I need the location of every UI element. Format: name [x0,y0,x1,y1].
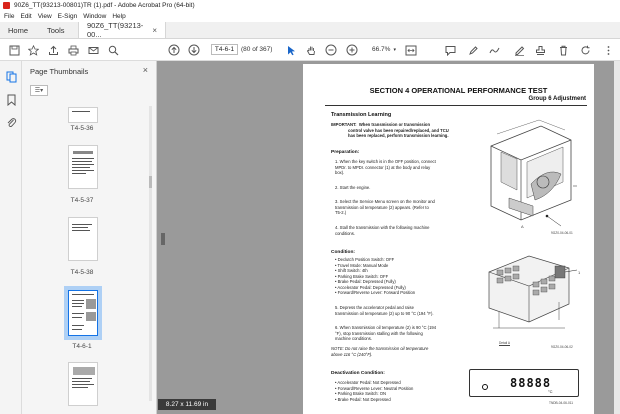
thumbnail-label: T4-5-36 [70,125,94,132]
tab-home[interactable]: Home [8,25,29,35]
document-view[interactable] [157,61,620,414]
temperature-gauge-icon [482,384,488,390]
prep-step-3: 3. Select the Service Menu screen on the monitor and transmission oil temperature (2) appears. (Refer to T5-2.) [335,199,435,215]
fill-sign-icon[interactable] [512,43,526,57]
temperature-note: NOTE: Do not raise the transmission oil temperature above 116 °C (240°F). [331,346,429,357]
navigation-rail [0,61,22,414]
page-thumbnails-panel [22,61,157,414]
zoom-level-value: 66.7% [372,46,391,53]
important-line: When transmission or transmission [358,122,431,127]
menu-edit[interactable]: Edit [20,13,32,20]
star-icon[interactable] [26,43,40,57]
transmission-learning-heading: Transmission Learning [331,112,392,118]
menu-help[interactable]: Help [112,13,126,20]
collapse-panel-handle[interactable] [161,233,165,245]
figure-3-caption: TNDB-04-06-011 [549,401,574,405]
page-fit-icon[interactable] [404,43,418,57]
more-tools-icon[interactable] [601,43,615,57]
close-panel-icon[interactable]: × [142,65,148,75]
important-line: has been replaced, perform transmission learning. [348,133,449,138]
attachment-icon[interactable] [4,116,18,130]
draw-icon[interactable] [487,43,501,57]
thumbnail-page-T4-5-36[interactable] [68,107,98,123]
section-title: SECTION 4 OPERATIONAL PERFORMANCE TEST [369,86,548,95]
pdf-page [303,64,594,414]
thumbnail-page-T4-5-38[interactable] [68,217,98,261]
thumbnail-options-menu[interactable]: ☰▾ [30,85,48,96]
search-icon[interactable] [106,43,120,57]
condition-list: • Declutch Position Switch: OFF • Travel Mode: Manual Mode • Shift Switch: 4th • Parking Brake Switch: OFF • Brake Pedal: Depressed (Fully) • Accelerator Pedal: Depressed (Fully) • Forward/Reverse Lever: Forward Position [335,257,416,295]
condition-heading: Condition: [331,250,355,255]
deactivation-list: • Accelerator Pedal: Not Depressed • Forward/Reverse Lever: Neutral Position • Parking Brake Switch: ON • Brake Pedal: Not Depressed [335,380,414,402]
tab-document-label: 90Z6_TT(93213-00... [87,21,144,39]
menu-esign[interactable]: E-Sign [57,13,78,20]
thumbnail-page-next[interactable] [68,362,98,406]
tab-tools[interactable]: Tools [47,25,65,35]
important-line: control valve has been repaired/replaced, and TCU [348,127,449,133]
important-note [331,122,471,139]
previous-page-icon[interactable] [167,43,181,57]
page-thumbnails-icon[interactable] [4,70,18,84]
thumbnail-page-T4-6-1[interactable] [68,290,98,336]
zoom-level-dropdown[interactable] [369,44,399,55]
page-number-input[interactable]: T4-6-1 [211,44,238,55]
stamp-icon[interactable] [533,43,547,57]
prep-step-2: 2. Start the engine. [335,185,371,190]
upload-icon[interactable] [46,43,60,57]
tab-bar [0,22,620,39]
display-value: 88888 [510,376,552,390]
panel-title: Page Thumbnails [30,67,89,76]
highlight-pen-icon[interactable] [466,43,480,57]
page-count: (80 of 367) [241,46,273,53]
cab-illustration [469,112,581,232]
header-rule [325,105,587,106]
title-bar [0,0,620,11]
menu-file[interactable]: File [4,13,15,20]
menu-view[interactable]: View [37,13,52,20]
preparation-heading: Preparation: [331,150,360,155]
step-5: 5. Depress the accelerator pedal and raise transmission oil temperature (2) up to 90 °C (194 °F). [335,305,434,316]
select-cursor-icon[interactable] [284,43,298,57]
figure-1-caption: 9GZ0-04-06-01 [551,231,573,235]
figure-1-label-a: A [521,224,524,229]
close-tab-icon[interactable]: × [152,25,157,35]
save-icon[interactable] [7,43,21,57]
tab-document[interactable] [78,22,166,38]
display-unit: °C [548,389,553,394]
figure-2-detail: Detail A [499,341,510,345]
comment-icon[interactable] [443,43,457,57]
thumbnail-label: T4-5-38 [70,269,94,276]
thumbnail-label: T4-5-37 [70,197,94,204]
chevron-down-icon: ▾ [393,46,396,53]
rotate-icon[interactable] [578,43,592,57]
relay-box-illustration [469,242,581,342]
prep-step-4: 4. Stall the transmission with the following machine conditions. [335,225,430,236]
figure-2-label-1: 1 [578,270,581,275]
thumbnails-scrollbar[interactable] [149,106,152,401]
window-title: 90Z6_TT(93213-00801)TR (1).pdf - Adobe Acrobat Pro (64-bit) [14,2,195,9]
document-scrollbar[interactable] [614,61,620,414]
email-icon[interactable] [86,43,100,57]
deactivation-heading: Deactivation Condition: [331,371,385,376]
figure-2-caption: 9GZ0-04-06-02 [551,345,573,349]
bookmark-icon[interactable] [4,93,18,107]
next-page-icon[interactable] [187,43,201,57]
prep-step-1: 1. When the key switch is in the OFF position, connect MPDr. to MPDr. connector (1) at the body and relay box). [335,159,436,175]
zoom-out-icon[interactable] [324,43,338,57]
subsection-title: Group 6 Adjustment [528,96,586,102]
thumbnail-label: T4-6-1 [72,343,92,350]
step-6: 6. When transmission oil temperature (2) is 90 °C (194 °F), stop transmission stalling with the following machine conditions. [335,325,437,341]
page-size-indicator: 8.27 x 11.69 in [158,399,216,410]
print-icon[interactable] [66,43,80,57]
hand-tool-icon[interactable] [304,43,318,57]
delete-icon[interactable] [556,43,570,57]
scrollbar-thumb[interactable] [149,176,152,188]
acrobat-app-icon [3,2,10,9]
thumbnail-page-T4-5-37[interactable] [68,145,98,189]
important-label: IMPORTANT: [331,122,357,127]
monitor-display-illustration [469,369,579,397]
menu-window[interactable]: Window [83,13,107,20]
toolbar [0,39,620,61]
zoom-in-icon[interactable] [345,43,359,57]
